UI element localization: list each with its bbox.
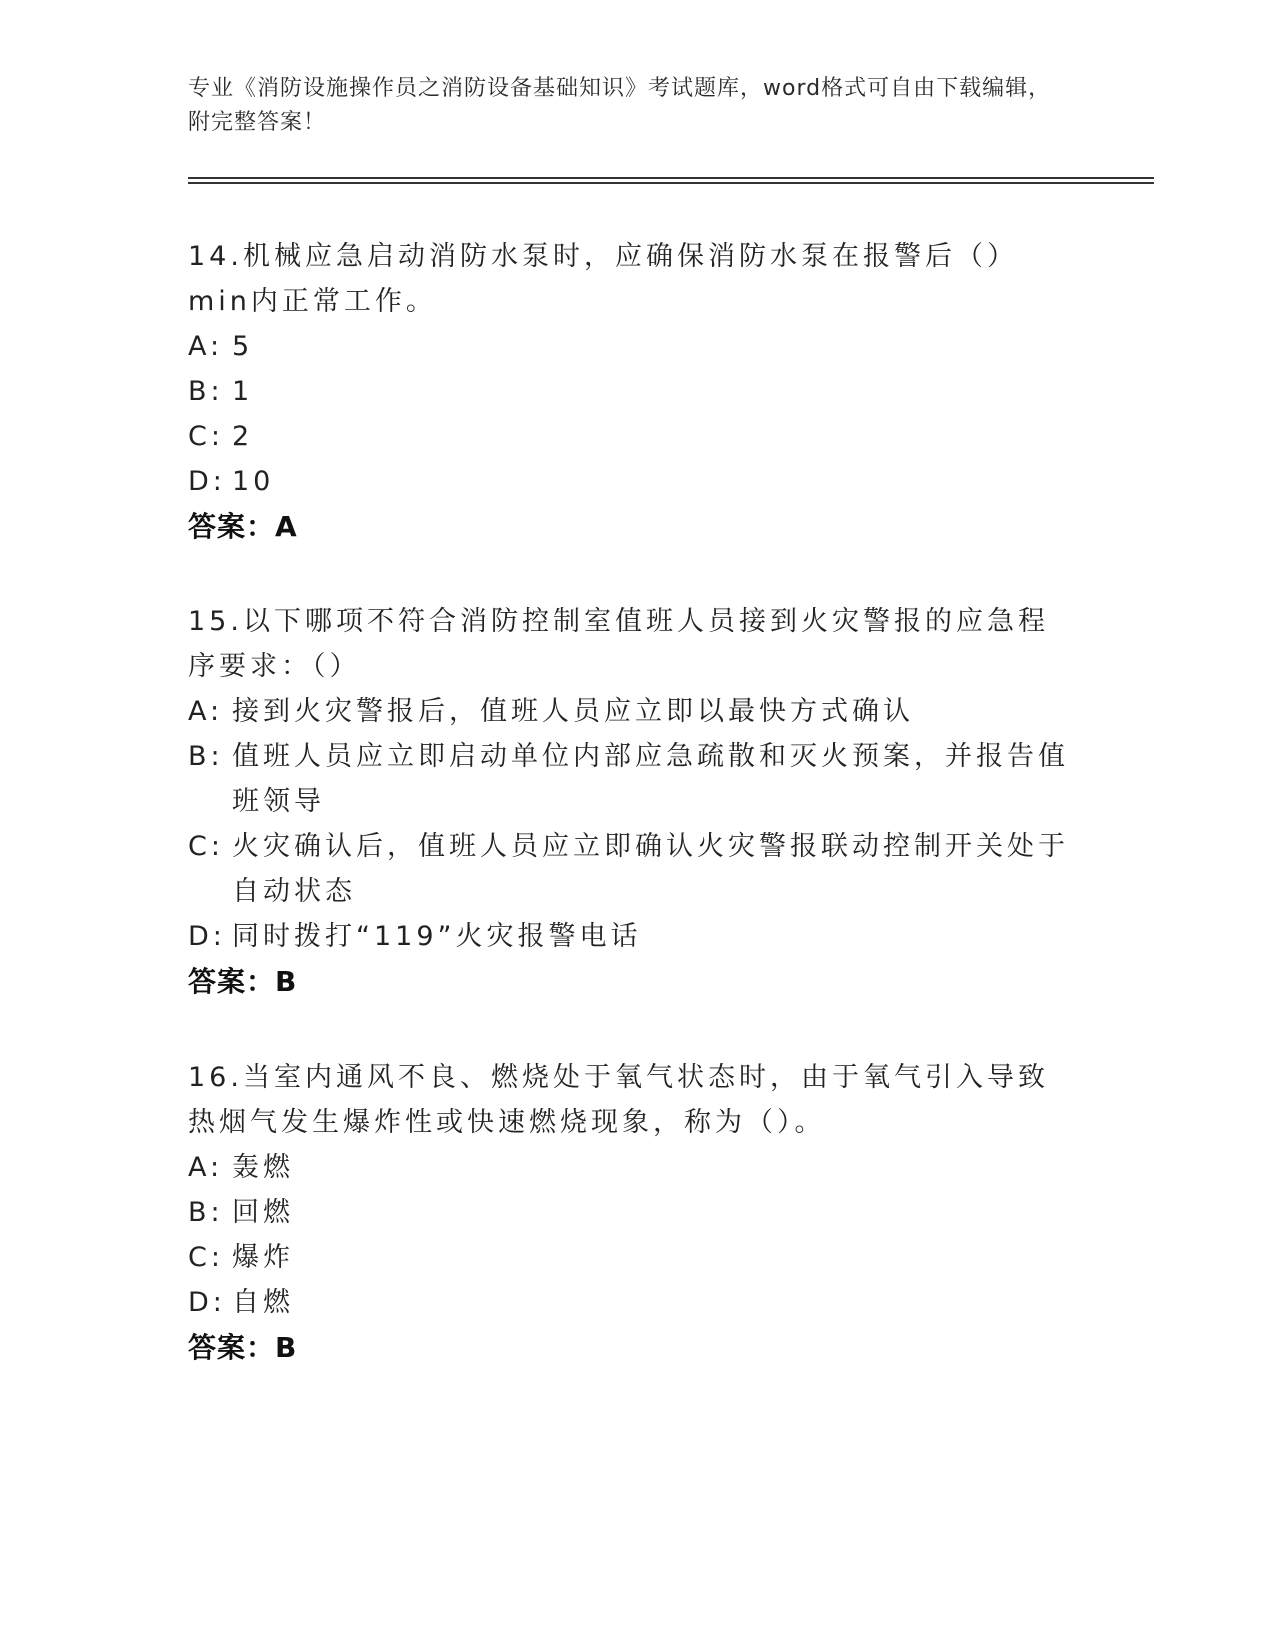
question-16 [188,1055,1078,1371]
option-text: 回燃 [232,1197,294,1228]
option-key: D: [188,1287,226,1318]
option-text: 自燃 [232,1287,294,1318]
option-text: 轰燃 [232,1152,294,1183]
option-text: 值班人员应立即启动单位内部应急疏散和灭火预案，并报告值班领导 [232,741,1069,817]
question-stem: 16.当室内通风不良、燃烧处于氧气状态时，由于氧气引入导致热烟气发生爆炸性或快速燃烧现象，称为（）。 [188,1062,1049,1138]
option-text: 2 [232,421,254,452]
answer-label: 答案：A [188,510,298,543]
option-b [188,1190,1078,1235]
option-b [188,734,1078,824]
option-key: C: [188,421,224,452]
option-text: 同时拨打“119”火灾报警电话 [232,921,642,952]
option-key: C: [188,831,224,862]
option-d [188,459,1078,504]
option-c [188,824,1078,914]
option-key: C: [188,1242,224,1273]
option-a [188,324,1078,369]
option-text: 火灾确认后，值班人员应立即确认火灾警报联动控制开关处于自动状态 [232,831,1069,907]
option-a [188,1145,1078,1190]
option-key: D: [188,466,226,497]
option-key: A: [188,331,224,362]
option-c [188,1235,1078,1280]
question-stem: 14.机械应急启动消防水泵时，应确保消防水泵在报警后（）min内正常工作。 [188,241,1018,317]
option-text: 爆炸 [232,1242,294,1273]
option-key: B: [188,741,224,772]
answer-label: 答案：B [188,965,298,998]
document-header: 专业《消防设施操作员之消防设备基础知识》考试题库，word格式可自由下载编辑，附完整答案！ [188,76,1052,135]
header-divider-top [188,177,1154,179]
option-text: 1 [232,376,254,407]
question-stem: 15.以下哪项不符合消防控制室值班人员接到火灾警报的应急程序要求：（） [188,606,1049,682]
option-d [188,1280,1078,1325]
option-a [188,689,1078,734]
question-14 [188,234,1078,550]
option-key: A: [188,1152,224,1183]
option-text: 接到火灾警报后，值班人员应立即以最快方式确认 [232,696,914,727]
option-d [188,914,1078,959]
option-text: 5 [232,331,254,362]
option-text: 10 [232,466,275,497]
header-divider-bottom [188,182,1154,184]
answer-label: 答案：B [188,1331,298,1364]
option-key: D: [188,921,226,952]
option-b [188,369,1078,414]
option-key: B: [188,376,224,407]
option-key: A: [188,696,224,727]
question-15 [188,599,1078,1005]
option-c [188,414,1078,459]
option-key: B: [188,1197,224,1228]
